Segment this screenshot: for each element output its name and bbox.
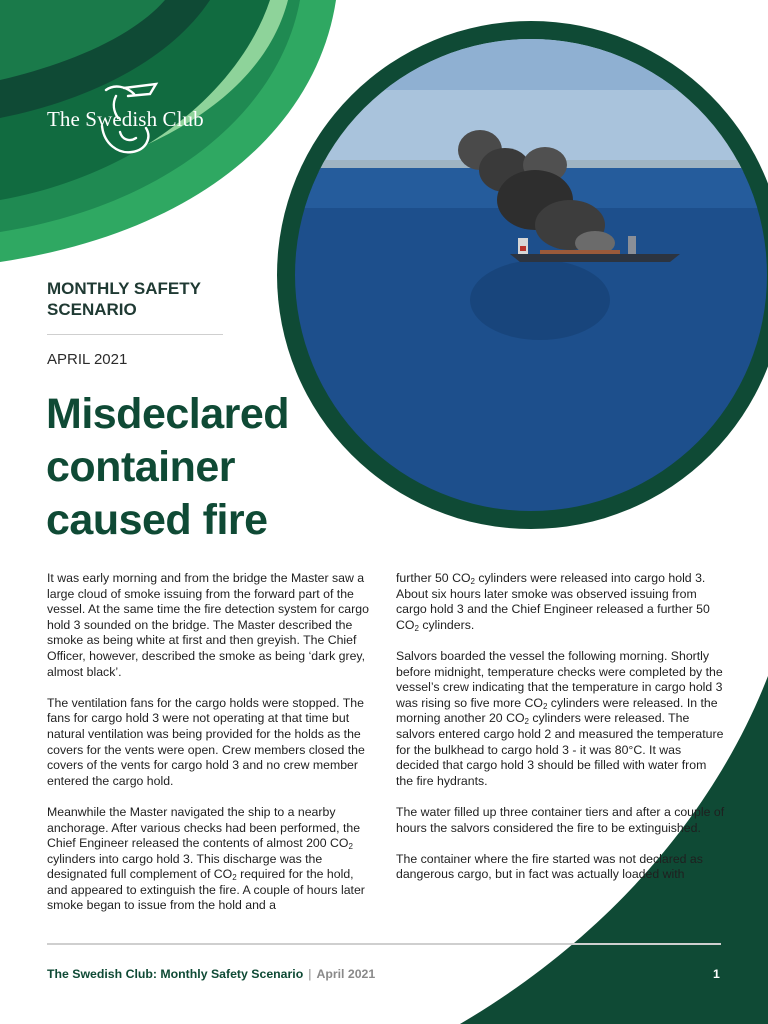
article-column-right [396, 571, 726, 898]
footer-divider [47, 943, 721, 945]
paragraph: It was early morning and from the bridge the Master saw a large cloud of smoke issuing from the forward part of the vessel. At the same time the fire detection system for cargo hold 3 sounded on the bridge. The Master described the smoke as being white at first and then greyish. The Chief Officer, however, described the smoke as being ‘dark grey, almost black’. [47, 571, 369, 679]
footer-publication: The Swedish Club: Monthly Safety Scenario [47, 967, 304, 981]
footer-date: April 2021 [316, 967, 376, 981]
headline-line: container [46, 443, 236, 491]
footer-separator: | [308, 967, 312, 981]
paragraph: The ventilation fans for the cargo holds were stopped. The fans for cargo hold 3 were not operating at that time but natural ventilation was being provided for the holds as the covers for the vents were open. Crew members closed the covers of the vents for cargo hold 3 and no crew member entered the cargo hold. [47, 695, 365, 788]
paragraph: The container where the fire started was not declared as dangerous cargo, but in fact was actually loaded with [396, 851, 703, 882]
paragraph: further 50 $CO_2$ cylinders were released into cargo hold 3. About six hours later smoke was observed issuing from cargo hold 3 and the Chief Engineer released a further 50 $CO_2$ cylinders. [396, 571, 710, 633]
document-kicker: MONTHLY SAFETY SCENARIO [47, 279, 201, 319]
article-column-left [47, 571, 369, 930]
page-footer [47, 967, 375, 981]
logo-wordmark: The Swedish Club [47, 107, 204, 131]
paragraph: Meanwhile the Master navigated the ship to a nearby anchorage. After various checks had been performed, the Chief Engineer released the contents of almost 200 $CO_2$ cylinders into cargo hold 3. This discharge was the designated full complement of $CO_2$ required for the hold, and appeared to extinguish the fire. A couple of hours later smoke began to issue from the hold and a [47, 804, 365, 913]
headline-line: Misdeclared [46, 390, 290, 438]
page-number: 1 [713, 967, 720, 981]
article-headline [46, 388, 290, 547]
kicker-divider [47, 334, 223, 335]
issue-date: APRIL 2021 [47, 351, 128, 368]
paragraph: The water filled up three container tiers and after a couple of hours the salvors considered the fire to be extinguished. [396, 804, 725, 835]
headline-line: caused fire [46, 496, 268, 544]
paragraph: Salvors boarded the vessel the following morning. Shortly before midnight, temperature checks were completed by the vessel’s crew indicating that the temperature in cargo hold 3 was rising so five more $CO_2$ cylinders were released. In the morning another 20 $CO_2$ cylinders were released. The salvors entered cargo hold 2 and measured the temperature for the bulkhead to cargo hold 3 - it was 80°C. It was decided that cargo hold 3 should be filled with water from the fire hydrants. [396, 648, 724, 788]
